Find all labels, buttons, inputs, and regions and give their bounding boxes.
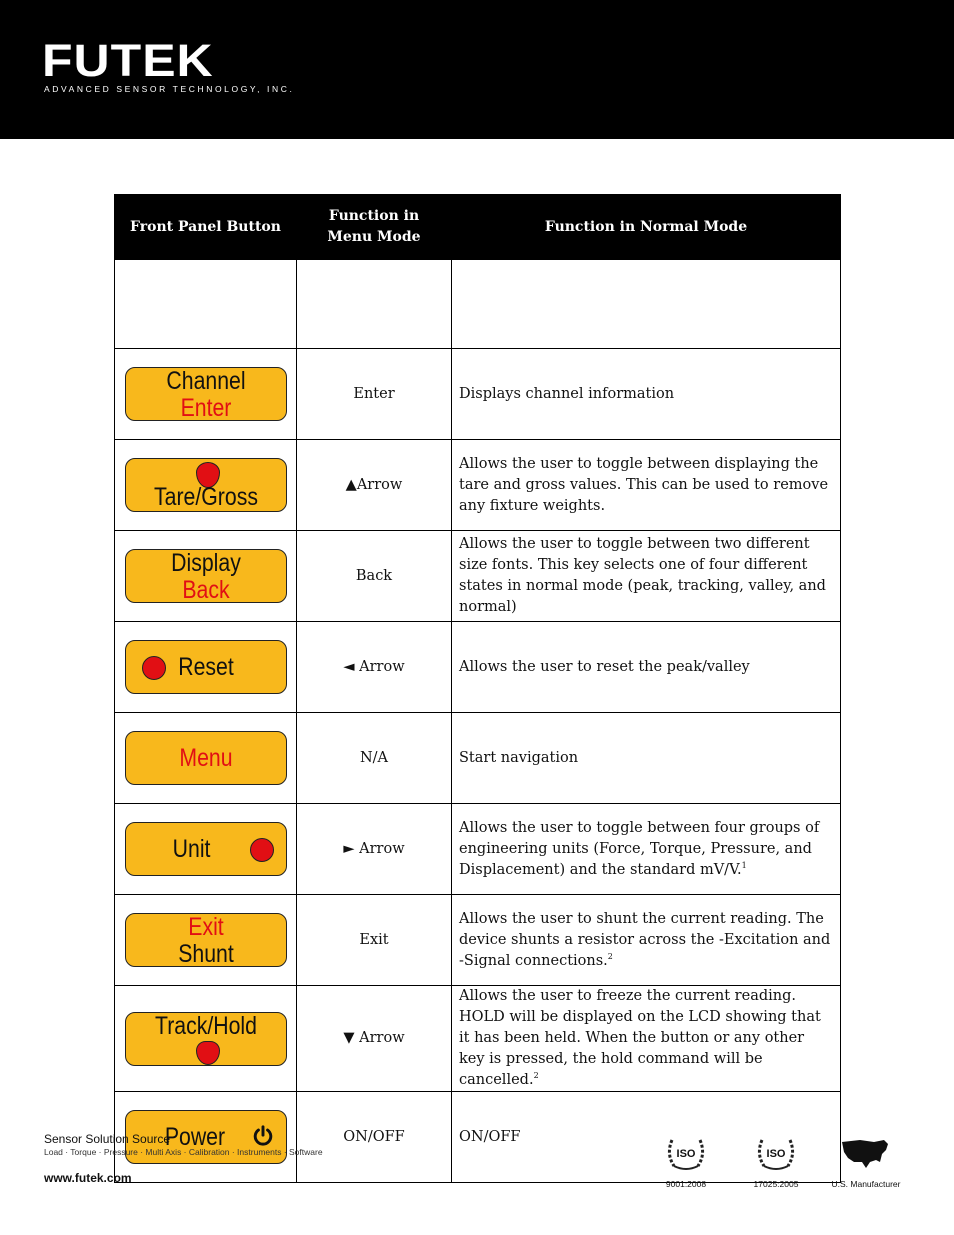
normal-function: Start navigation <box>452 713 841 804</box>
header-menu-mode <box>297 195 452 260</box>
table-row <box>115 895 841 986</box>
key-label: Display <box>170 549 241 577</box>
key-sub-label: Enter <box>180 394 231 422</box>
right-arrow-dot-icon <box>250 838 274 862</box>
menu-function: ◄ Arrow <box>297 622 452 713</box>
normal-function-text: Allows the user to freeze the current reading. HOLD will be displayed on the LCD showing that it has been held. When the button or any other key is pressed, the hold command will be cancelled. <box>459 988 821 1088</box>
iso-label: ISO <box>766 1148 786 1160</box>
normal-function: Allows the user to toggle between two different size fonts. This key selects one of four different states in normal mode (peak, tracking, valley, and normal) <box>452 531 841 622</box>
button-cell <box>115 440 297 531</box>
iso-17025-caption: 17025:2005 <box>753 1179 799 1189</box>
button-cell <box>115 622 297 713</box>
button-cell <box>115 895 297 986</box>
menu-function: ON/OFF <box>297 1092 452 1183</box>
power-icon <box>252 1125 274 1147</box>
key-label: Menu <box>178 744 233 772</box>
normal-function: ON/OFF <box>452 1092 841 1183</box>
normal-function: Allows the user to toggle between displaying the tare and gross values. This can be used to remove any fixture weights. <box>452 440 841 531</box>
menu-function: ► Arrow <box>297 804 452 895</box>
exit-shunt-key[interactable] <box>125 913 287 967</box>
table-row <box>115 622 841 713</box>
normal-function: Displays channel information <box>452 349 841 440</box>
button-cell <box>115 349 297 440</box>
table-row <box>115 986 841 1092</box>
footer-website-link[interactable]: www.futek.com <box>44 1171 132 1185</box>
header-normal-mode: Function in Normal Mode <box>452 195 841 260</box>
usa-map-icon <box>840 1136 892 1172</box>
iso-label: ISO <box>676 1148 696 1160</box>
button-cell <box>115 804 297 895</box>
table-row <box>115 531 841 622</box>
key-label: Power <box>164 1123 225 1151</box>
normal-function <box>452 986 841 1092</box>
display-back-key[interactable] <box>125 549 287 603</box>
menu-function: Back <box>297 531 452 622</box>
header-menu-line2: Menu Mode <box>327 229 421 245</box>
us-manufacturer-badge <box>826 1136 906 1189</box>
menu-function: ▼ Arrow <box>297 986 452 1092</box>
menu-function: Exit <box>297 895 452 986</box>
tare-gross-key[interactable] <box>125 458 287 512</box>
channel-enter-key[interactable] <box>125 367 287 421</box>
header-front-panel-button: Front Panel Button <box>115 195 297 260</box>
key-label: Unit <box>172 835 210 863</box>
normal-function <box>452 895 841 986</box>
futek-logo: FUTEK <box>42 35 214 86</box>
unit-key[interactable] <box>125 822 287 876</box>
menu-function: ▲Arrow <box>297 440 452 531</box>
footnote-marker: 2 <box>607 951 613 961</box>
iso-9001-badge <box>646 1136 726 1189</box>
normal-function-text: Allows the user to toggle between four groups of engineering units (Force, Torque, Pressure, and Displacement) and the standard mV/V. <box>459 819 820 878</box>
key-label: Tare/Gross <box>153 483 258 511</box>
normal-function: Allows the user to reset the peak/valley <box>452 622 841 713</box>
key-sub-label: Shunt <box>177 940 234 968</box>
track-hold-key[interactable] <box>125 1012 287 1066</box>
laurel-icon <box>754 1136 798 1172</box>
table-row <box>115 1092 841 1183</box>
footnote-marker: 1 <box>741 860 747 870</box>
header-menu-line1: Function in <box>328 208 420 224</box>
page-header <box>0 0 954 139</box>
menu-function: Enter <box>297 349 452 440</box>
iso-17025-badge <box>736 1136 816 1189</box>
table-row <box>115 349 841 440</box>
reset-key[interactable] <box>125 640 287 694</box>
table-row <box>115 713 841 804</box>
key-label: Reset <box>177 653 234 681</box>
button-cell <box>115 713 297 804</box>
front-panel-table <box>114 194 841 1183</box>
laurel-icon <box>664 1136 708 1172</box>
footer-subtitle: Load · Torque · Pressure · Multi Axis · Calibration · Instruments · Software <box>44 1147 323 1157</box>
button-cell <box>115 986 297 1092</box>
table-header-row <box>115 195 841 260</box>
key-label: Track/Hold <box>154 1011 257 1040</box>
normal-function-text: Allows the user to shunt the current reading. The device shunts a resistor across the -Excitation and -Signal connections. <box>459 910 831 969</box>
normal-function <box>452 804 841 895</box>
logo-tagline: ADVANCED SENSOR TECHNOLOGY, INC. <box>44 84 295 94</box>
down-arrow-dot-icon <box>196 1041 220 1065</box>
footnote-marker: 2 <box>533 1071 539 1081</box>
us-manufacturer-caption: U.S. Manufacturer <box>831 1179 901 1189</box>
footer-title: Sensor Solution Source <box>44 1132 171 1146</box>
button-cell <box>115 531 297 622</box>
key-label: Exit <box>187 913 224 941</box>
menu-function: N/A <box>297 713 452 804</box>
key-sub-label: Back <box>181 576 230 604</box>
iso-9001-caption: 9001:2008 <box>665 1179 707 1189</box>
menu-key[interactable] <box>125 731 287 785</box>
table-row <box>115 440 841 531</box>
table-row <box>115 804 841 895</box>
key-label: Channel <box>165 367 246 395</box>
